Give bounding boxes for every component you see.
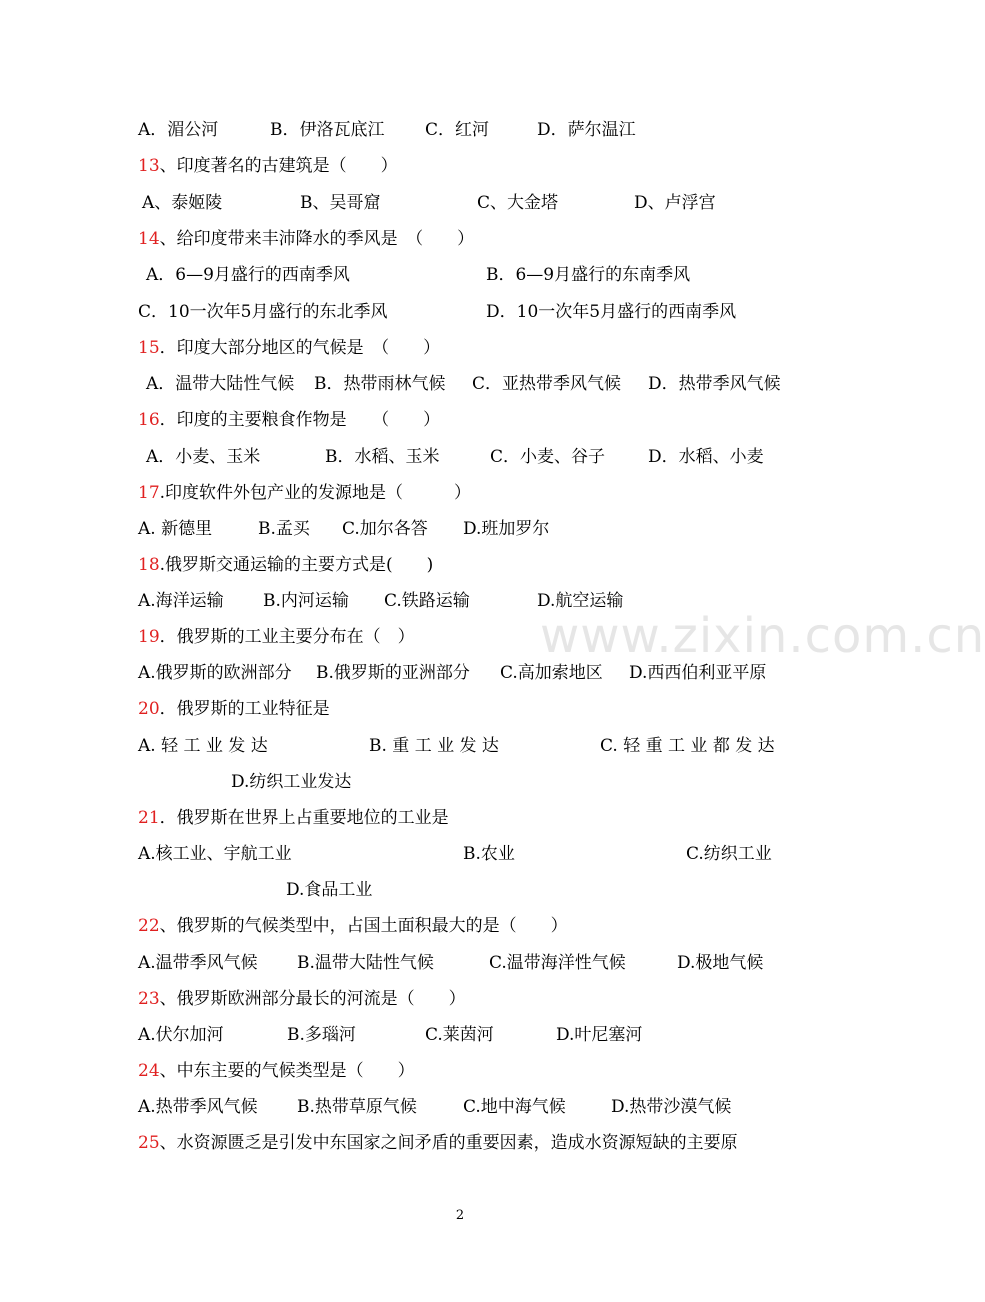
question-text: ．印度大部分地区的气候是 （ ） — [159, 338, 441, 358]
q13-option-b: B、吴哥窟 — [300, 193, 381, 213]
q16-option-d: D．水稻、小麦 — [648, 447, 764, 467]
q20-option-b: B. 重 工 业 发 达 — [369, 736, 499, 756]
q17-option-d: D.班加罗尔 — [463, 519, 550, 539]
q15-option-b: B．热带雨林气候 — [314, 374, 446, 394]
q21-option-b: B.农业 — [463, 844, 515, 864]
q23-option-a: A.伏尔加河 — [138, 1025, 224, 1045]
question-number: 20 — [138, 699, 160, 719]
q19-option-d: D.西西伯利亚平原 — [629, 663, 767, 683]
question-13 — [138, 155, 398, 177]
question-15 — [138, 337, 440, 359]
question-23 — [138, 988, 466, 1010]
q21-option-a: A.核工业、宇航工业 — [138, 844, 292, 864]
q20-option-d: D.纺织工业发达 — [231, 772, 352, 792]
question-20 — [138, 698, 330, 720]
question-21 — [138, 807, 449, 829]
q14-option-d: D．10一次年5月盛行的西南季风 — [486, 302, 737, 322]
question-17 — [138, 482, 471, 504]
question-text: ．俄罗斯的工业主要分布在（ ） — [159, 627, 415, 647]
question-text: 、水资源匮乏是引发中东国家之间矛盾的重要因素，造成水资源短缺的主要原 — [159, 1133, 738, 1153]
q23-option-b: B.多瑙河 — [287, 1025, 356, 1045]
q14-option-a: A．6—9月盛行的西南季风 — [146, 265, 350, 285]
q16-option-a: A．小麦、玉米 — [146, 447, 261, 467]
q15-option-a: A．温带大陆性气候 — [146, 374, 295, 394]
q23-option-d: D.叶尼塞河 — [556, 1025, 643, 1045]
question-number: 16 — [138, 410, 160, 430]
q17-option-b: B.孟买 — [258, 519, 310, 539]
watermark: www.zixin.com.cn — [540, 608, 985, 664]
q24-option-a: A.热带季风气候 — [138, 1097, 258, 1117]
q12-option-d: D．萨尔温江 — [537, 120, 636, 140]
q17-option-a: A. 新德里 — [138, 519, 213, 539]
question-number: 23 — [138, 989, 160, 1009]
question-number: 22 — [138, 916, 160, 936]
question-16 — [138, 409, 440, 431]
question-number: 15 — [138, 338, 160, 358]
q23-option-c: C.莱茵河 — [425, 1025, 494, 1045]
q24-option-b: B.热带草原气候 — [297, 1097, 417, 1117]
question-number: 24 — [138, 1061, 160, 1081]
q19-option-a: A.俄罗斯的欧洲部分 — [138, 663, 292, 683]
question-text: 、给印度带来丰沛降水的季风是 （ ） — [159, 229, 475, 249]
question-18 — [138, 554, 433, 576]
question-text: ．俄罗斯在世界上占重要地位的工业是 — [159, 808, 449, 828]
question-text: 、俄罗斯欧洲部分最长的河流是（ ） — [159, 989, 466, 1009]
q15-option-d: D．热带季风气候 — [648, 374, 781, 394]
q19-option-c: C.高加索地区 — [500, 663, 603, 683]
q17-option-c: C.加尔各答 — [342, 519, 428, 539]
page-number: 2 — [455, 1208, 465, 1223]
q13-option-a: A、泰姬陵 — [142, 193, 223, 213]
question-number: 14 — [138, 229, 160, 249]
question-text: .俄罗斯交通运输的主要方式是( ) — [159, 555, 434, 575]
q16-option-c: C．小麦、谷子 — [490, 447, 606, 467]
question-text: 、印度著名的古建筑是（ ） — [159, 156, 398, 176]
q13-option-d: D、卢浮宫 — [634, 193, 716, 213]
question-text: ．俄罗斯的工业特征是 — [159, 699, 330, 719]
q14-option-b: B．6—9月盛行的东南季风 — [486, 265, 691, 285]
question-number: 17 — [138, 483, 160, 503]
q14-option-c: C．10一次年5月盛行的东北季风 — [138, 302, 388, 322]
q18-option-a: A.海洋运输 — [138, 591, 224, 611]
q12-option-a: A．湄公河 — [138, 120, 219, 140]
question-text: 、俄罗斯的气候类型中，占国土面积最大的是（ ） — [159, 916, 568, 936]
q18-option-b: B.内河运输 — [263, 591, 349, 611]
question-number: 25 — [138, 1133, 160, 1153]
q15-option-c: C．亚热带季风气候 — [472, 374, 622, 394]
question-text: 、中东主要的气候类型是（ ） — [159, 1061, 415, 1081]
q20-option-a: A. 轻 工 业 发 达 — [138, 736, 268, 756]
question-number: 21 — [138, 808, 160, 828]
q20-option-c: C. 轻 重 工 业 都 发 达 — [600, 736, 775, 756]
q22-option-b: B.温带大陆性气候 — [297, 953, 434, 973]
question-25 — [138, 1132, 738, 1154]
q22-option-a: A.温带季风气候 — [138, 953, 258, 973]
q21-option-d: D.食品工业 — [286, 880, 373, 900]
q12-option-b: B．伊洛瓦底江 — [270, 120, 385, 140]
question-number: 18 — [138, 555, 160, 575]
q22-option-c: C.温带海洋性气候 — [489, 953, 626, 973]
q13-option-c: C、大金塔 — [477, 193, 559, 213]
q16-option-b: B．水稻、玉米 — [325, 447, 440, 467]
question-text: ．印度的主要粮食作物是 （ ） — [159, 410, 441, 430]
q19-option-b: B.俄罗斯的亚洲部分 — [316, 663, 470, 683]
question-text: .印度软件外包产业的发源地是（ ） — [159, 483, 472, 503]
question-14 — [138, 228, 474, 250]
q24-option-d: D.热带沙漠气候 — [611, 1097, 732, 1117]
q18-option-c: C.铁路运输 — [384, 591, 470, 611]
q22-option-d: D.极地气候 — [677, 953, 764, 973]
question-number: 19 — [138, 627, 160, 647]
question-22 — [138, 915, 568, 937]
q24-option-c: C.地中海气候 — [463, 1097, 566, 1117]
q12-option-c: C．红河 — [425, 120, 490, 140]
q18-option-d: D.航空运输 — [537, 591, 624, 611]
q21-option-c: C.纺织工业 — [686, 844, 772, 864]
question-19 — [138, 626, 415, 648]
question-24 — [138, 1060, 415, 1082]
question-number: 13 — [138, 156, 160, 176]
